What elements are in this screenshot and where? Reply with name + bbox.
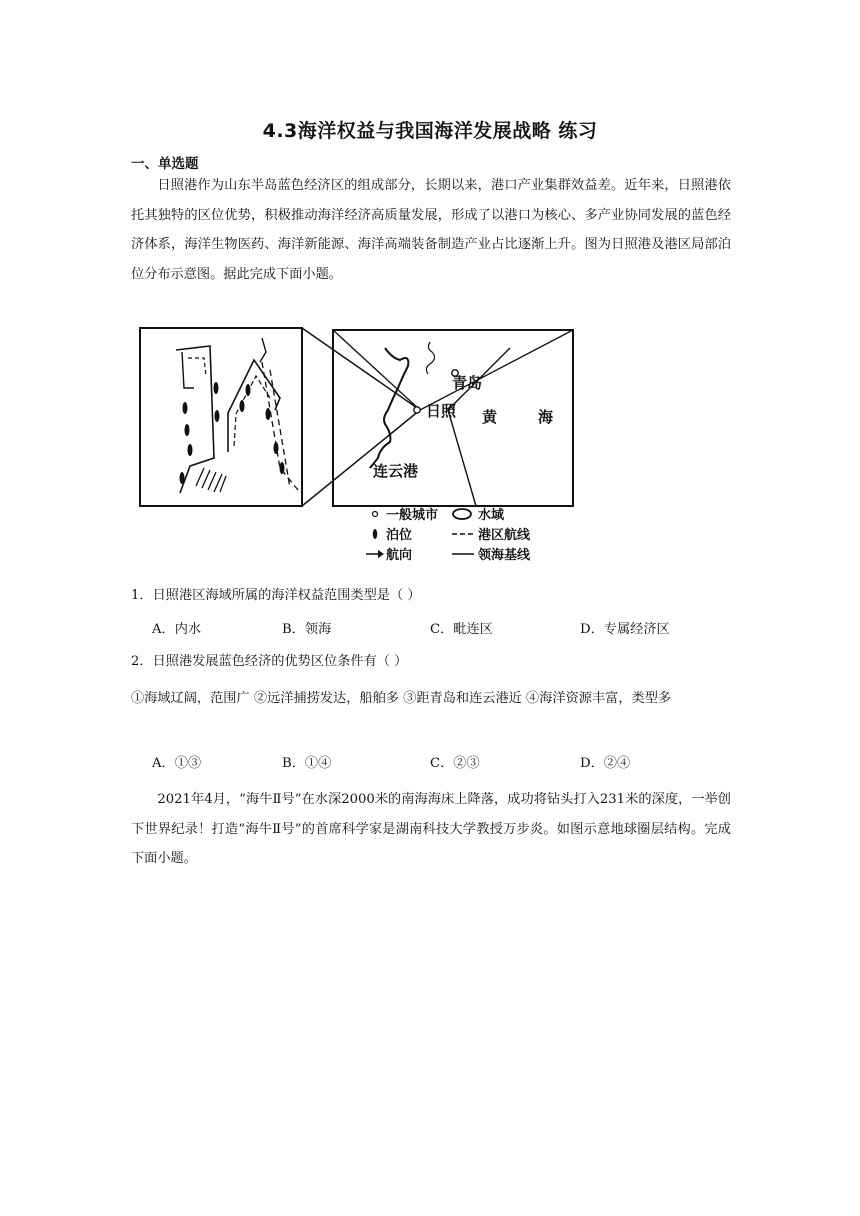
question-1-options xyxy=(152,618,772,640)
question-2-options xyxy=(152,752,772,774)
intro-paragraph-2: 2021年4月，“海牛Ⅱ号”在水深2000米的南海海床上降落，成功将钻头打入231米的深度，一举创下世界纪录！打造“海牛Ⅱ号”的首席科学家是湖南科技大学教授万步炎。如图示意地球圈层结构。完成下面小题。 xyxy=(131,792,731,866)
rizhao-port-map xyxy=(130,318,590,568)
page-title: 4.3海洋权益与我国海洋发展战略 练习 xyxy=(262,120,598,142)
q1-option-a[interactable]: A．内水 xyxy=(152,622,202,637)
q2-option-a[interactable]: A．①③ xyxy=(152,756,202,771)
legend-direction-label: 航向 xyxy=(386,548,413,563)
q2-option-d[interactable]: D．②④ xyxy=(580,756,631,771)
legend-route-label: 港区航线 xyxy=(478,528,531,543)
legend-berth-label: 泊位 xyxy=(386,528,413,543)
legend-city-label: 一般城市 xyxy=(386,508,439,523)
huanghai-label-hai: 海 xyxy=(538,408,554,426)
q1-option-c[interactable]: C．毗连区 xyxy=(430,622,493,637)
section-heading: 一、单选题 xyxy=(131,156,199,172)
coastline xyxy=(370,348,408,468)
rizhao-label: 日照 xyxy=(426,402,457,420)
intro-paragraph-1: 日照港作为山东半岛蓝色经济区的组成部分，长期以来，港口产业集群效益差。近年来，日照港依托其独特的区位优势，积极推动海洋经济高质量发展，形成了以港口为核心、多产业协同发展的蓝色经济体系，海洋生物医药、海洋新能源、海洋高端装备制造产业占比逐渐上升。图为日照港及港区局部泊位分布示意图。据此完成下面小题。 xyxy=(131,178,731,282)
rizhao-city-marker xyxy=(414,407,420,413)
map-legend xyxy=(366,507,531,563)
huanghai-label-huang: 黄 xyxy=(482,408,498,426)
question-1-stem: 1．日照港区海域所属的海洋权益范围类型是（ ） xyxy=(131,588,421,603)
lianyungang-label: 连云港 xyxy=(373,462,419,480)
q1-option-d[interactable]: D．专属经济区 xyxy=(580,622,670,637)
question-2-statements: ①海域辽阔，范围广 ②远洋捕捞发达，船舶多 ③距青岛和连云港近 ④海洋资源丰富，类型多 xyxy=(131,691,672,706)
q1-option-b[interactable]: B．领海 xyxy=(282,622,332,637)
question-2-stem: 2．日照港发展蓝色经济的优势区位条件有（ ） xyxy=(131,654,408,669)
legend-baseline-label: 领海基线 xyxy=(478,548,531,563)
q2-option-b[interactable]: B．①④ xyxy=(282,756,332,771)
legend-water-label: 水域 xyxy=(478,508,505,523)
q2-option-c[interactable]: C．②③ xyxy=(430,756,480,771)
qingdao-label: 青岛 xyxy=(452,374,483,392)
port-detail-inset xyxy=(140,328,302,506)
